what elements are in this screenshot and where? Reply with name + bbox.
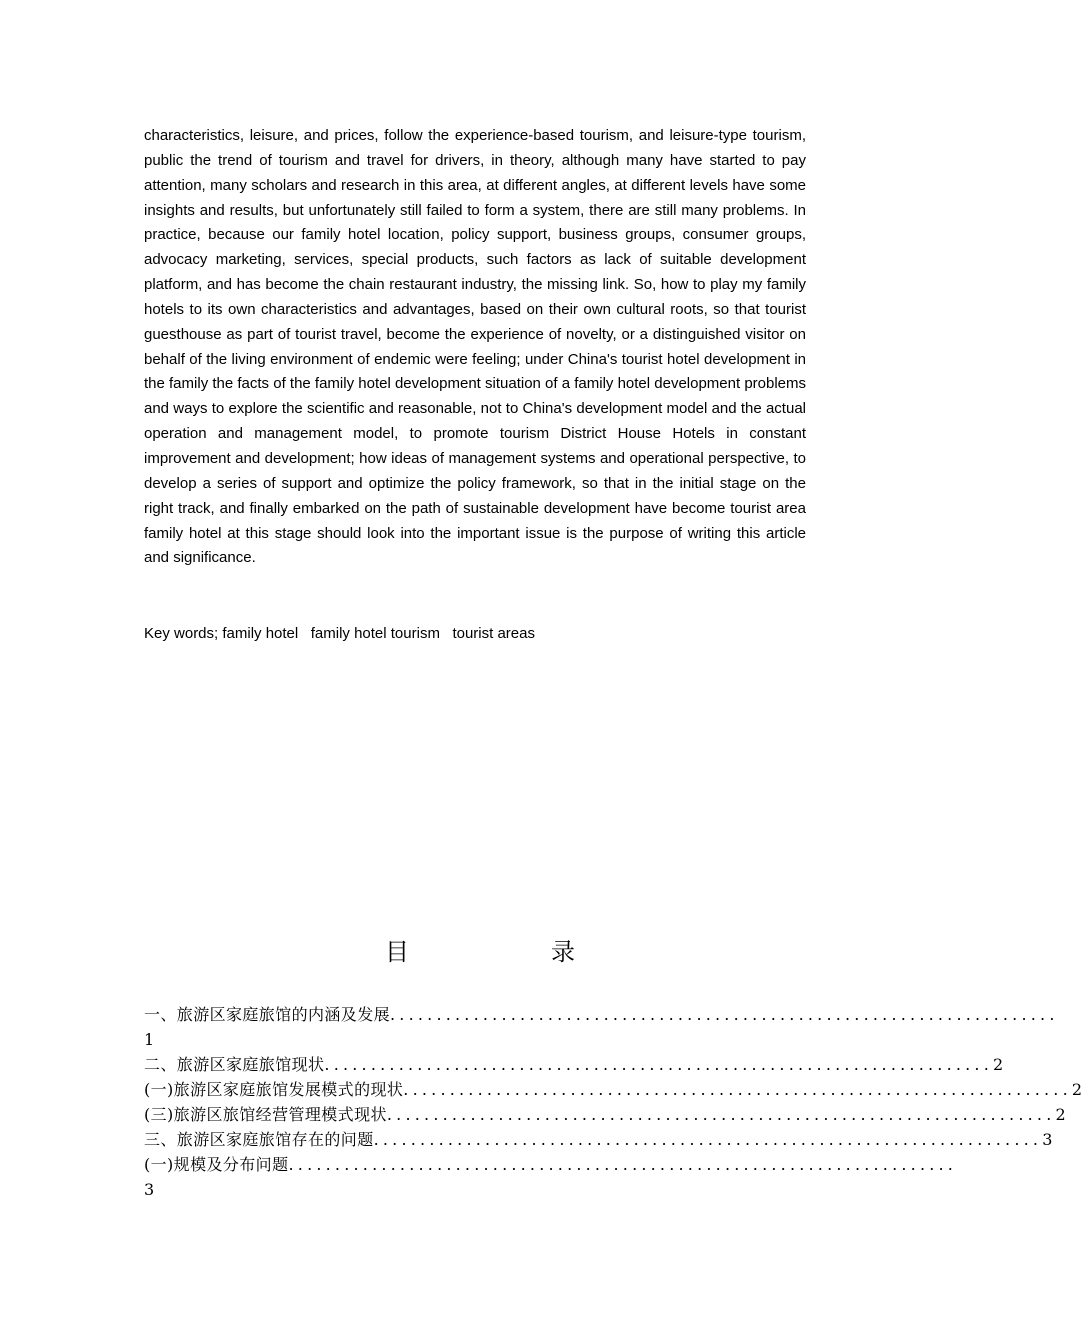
toc-entry[interactable] bbox=[144, 1077, 1082, 1102]
toc-entry-page: 3 bbox=[144, 1180, 155, 1199]
toc-entry[interactable] bbox=[144, 1152, 958, 1202]
toc-entry-page: 3 bbox=[1042, 1130, 1053, 1149]
toc-leader-dots: ........................................................................ bbox=[390, 1005, 1059, 1024]
toc-entry-page: 2 bbox=[1055, 1105, 1067, 1124]
toc-entry-page: 2 bbox=[1071, 1080, 1082, 1099]
toc-entry-title: 三、旅游区家庭旅馆存在的问题 bbox=[144, 1130, 374, 1149]
toc-entry[interactable] bbox=[144, 1002, 1059, 1052]
toc-heading bbox=[385, 936, 575, 968]
toc-leader-dots: ........................................................................ bbox=[386, 1105, 1056, 1124]
toc-entry-page: 2 bbox=[993, 1055, 1004, 1074]
toc-entry-title: (三)旅游区旅馆经营管理模式现状 bbox=[144, 1105, 387, 1124]
toc-entry-title: 二、旅游区家庭旅馆现状 bbox=[144, 1055, 325, 1074]
toc-entry-title: 一、旅游区家庭旅馆的内涵及发展 bbox=[144, 1005, 391, 1024]
abstract-paragraph: characteristics, leisure, and prices, follow the experience-based tourism, and leisure-type tourism, public the trend of tourism and travel for drivers, in theory, although many have started to pay attention, many scholars and research in this area, at different angles, at different levels have some insights and results, but unfortunately still failed to form a system, there are still many problems. In practice, because our family hotel location, policy support, business groups, consumer groups, advocacy marketing, services, special products, such factors as lack of suitable development platform, and has become the chain restaurant industry, the missing link. So, how to play my family hotels to its own characteristics and advantages, based on their own cultural roots, so that tourist guesthouse as part of tourist travel, become the experience of novelty, or a distinguished visitor on behalf of the living environment of endemic were feeling; under China's tourist hotel development in the family the facts of the family hotel development situation of a family hotel development problems and ways to explore the scientific and reasonable, not to China's development model and the actual operation and management model, to promote tourism District House Hotels in constant improvement and development; how ideas of management systems and operational perspective, to develop a series of support and optimize the policy framework, so that in the initial stage on the right track, and finally embarked on the path of sustainable development have become tourist area family hotel at this stage should look into the important issue is the purpose of writing this article and significance. bbox=[144, 127, 807, 567]
toc-entry[interactable] bbox=[144, 1102, 1067, 1127]
toc-leader-dots: ........................................................................ bbox=[403, 1080, 1072, 1099]
table-of-contents bbox=[144, 1002, 1082, 1202]
toc-heading-right: 录 bbox=[551, 938, 575, 966]
toc-heading-left: 目 bbox=[385, 938, 409, 966]
toc-leader-dots: ........................................................................ bbox=[373, 1130, 1043, 1149]
toc-entry-title: (一)规模及分布问题 bbox=[144, 1155, 289, 1174]
toc-leader-dots: ........................................................................ bbox=[288, 1155, 958, 1174]
toc-leader-dots: ........................................................................ bbox=[324, 1055, 993, 1074]
keywords-line: Key words; family hotel family hotel tourism tourist areas bbox=[144, 625, 535, 642]
toc-entry-page: 1 bbox=[144, 1030, 155, 1049]
toc-entry[interactable] bbox=[144, 1127, 1053, 1152]
toc-entry[interactable] bbox=[144, 1052, 1004, 1077]
toc-entry-title: (一)旅游区家庭旅馆发展模式的现状 bbox=[144, 1080, 404, 1099]
